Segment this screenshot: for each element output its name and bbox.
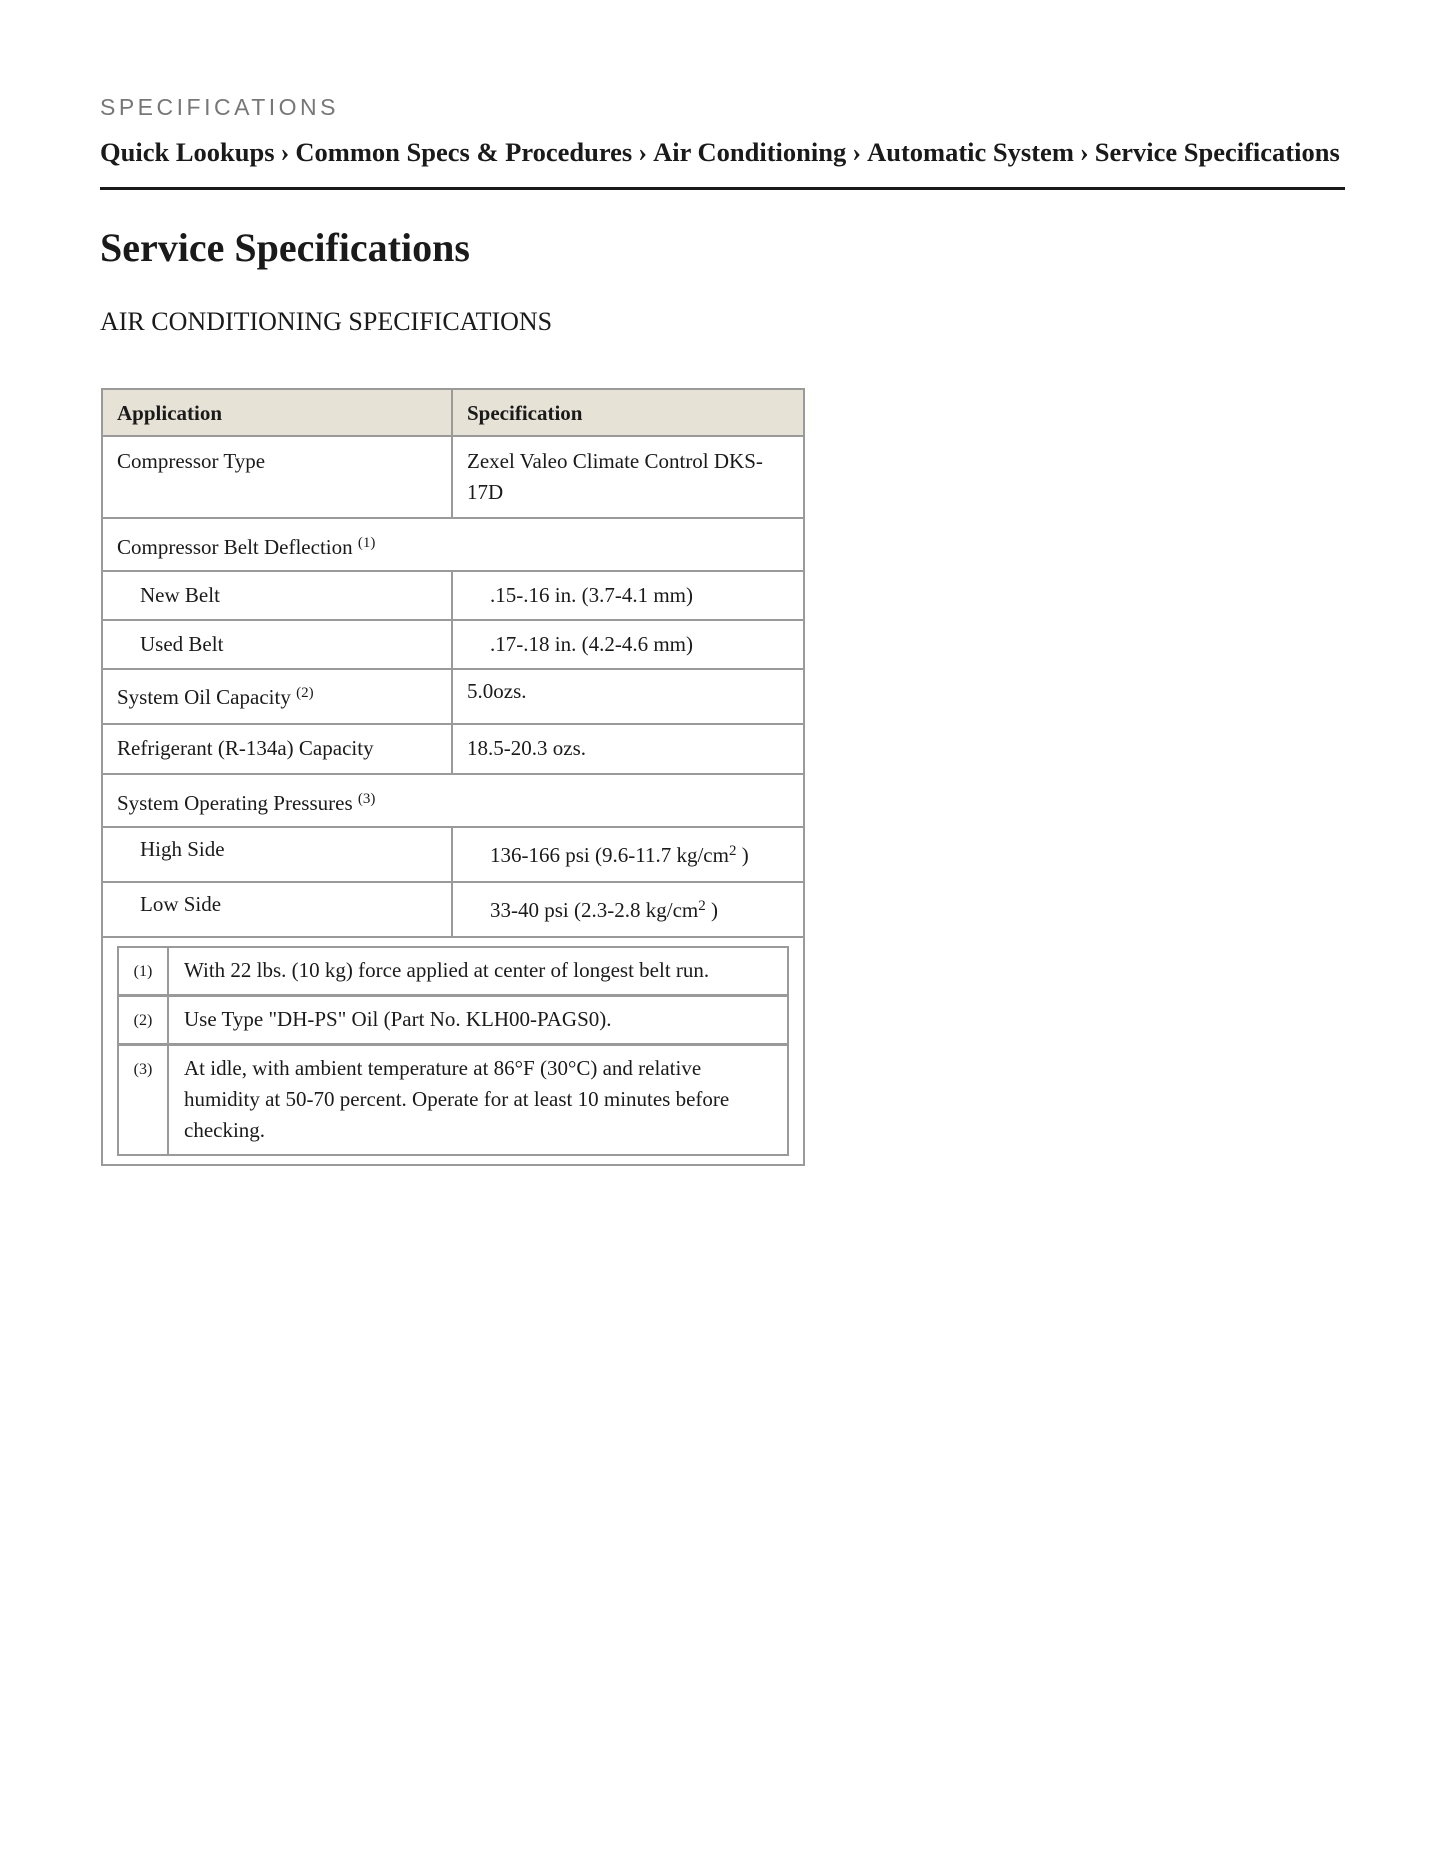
cell-application — [102, 669, 452, 724]
table-row — [102, 669, 804, 724]
spec-exponent: 2 — [698, 898, 706, 914]
cell-specification — [452, 827, 804, 882]
breadcrumb-item-service-specifications[interactable]: Service Specifications — [1094, 137, 1340, 167]
cell-application: Used Belt — [102, 620, 452, 669]
table-row — [102, 827, 804, 882]
cell-application-text: Compressor Belt Deflection — [117, 535, 353, 559]
footnotes-table — [117, 946, 789, 1156]
section-label: SPECIFICATIONS — [100, 94, 339, 120]
cell-group-heading — [102, 518, 804, 571]
breadcrumb-item-quick-lookups[interactable]: Quick Lookups — [100, 137, 275, 167]
cell-specification: .17-.18 in. (4.2-4.6 mm) — [452, 620, 804, 669]
table-row — [102, 724, 804, 774]
cell-application: Low Side — [102, 882, 452, 937]
breadcrumb-item-common-specs[interactable]: Common Specs & Procedures — [295, 137, 633, 167]
cell-specification: .15-.16 in. (3.7-4.1 mm) — [452, 571, 804, 620]
footnote-text: With 22 lbs. (10 kg) force applied at center of longest belt run. — [168, 946, 789, 996]
cell-specification: 5.0ozs. — [452, 669, 804, 724]
footnote-ref[interactable]: (2) — [296, 685, 314, 701]
table-row-group — [102, 774, 804, 827]
spec-exponent: 2 — [728, 843, 737, 859]
spec-value: 33-40 psi (2.3-2.8 kg/cm — [490, 898, 699, 922]
table-row — [102, 882, 804, 937]
cell-specification: 18.5-20.3 ozs. — [452, 724, 804, 774]
footnote-row — [117, 1045, 789, 1156]
spec-value: 136-166 psi (9.6-11.7 kg/cm — [490, 843, 729, 867]
cell-specification — [452, 882, 804, 937]
cell-specification: Zexel Valeo Climate Control DKS-17D — [452, 436, 804, 518]
cell-application: Compressor Type — [102, 436, 452, 518]
spec-suffix: ) — [736, 843, 749, 867]
column-header-application: Application — [102, 389, 452, 436]
footnote-ref[interactable]: (3) — [357, 791, 376, 807]
breadcrumb-separator: › — [280, 137, 290, 167]
cell-application: Refrigerant (R-134a) Capacity — [102, 724, 452, 774]
page-title: Service Specifications — [100, 225, 470, 270]
footnote-text: At idle, with ambient temperature at 86°F (30°C) and relative humidity at 50-70 percent. Operate for at least 10 minutes before checking. — [168, 1045, 789, 1156]
table-row-group — [102, 518, 804, 571]
breadcrumb-separator: › — [852, 137, 862, 167]
cell-application: New Belt — [102, 571, 452, 620]
footnote-row — [117, 996, 789, 1045]
breadcrumb-separator: › — [1079, 137, 1089, 167]
cell-application-text: System Operating Pressures — [117, 791, 353, 815]
header-divider — [100, 187, 1345, 190]
footnote-number: (2) — [117, 996, 168, 1045]
table-row — [102, 620, 804, 669]
cell-application: High Side — [102, 827, 452, 882]
spec-table — [101, 388, 805, 1166]
breadcrumb-item-air-conditioning[interactable]: Air Conditioning — [653, 137, 847, 167]
footnote-row — [117, 946, 789, 996]
breadcrumb-item-automatic-system[interactable]: Automatic System — [867, 137, 1074, 167]
footnote-text: Use Type "DH-PS" Oil (Part No. KLH00-PAGS0). — [168, 996, 789, 1045]
cell-application-text: System Oil Capacity — [117, 685, 291, 709]
notes-cell — [102, 937, 804, 1165]
footnote-number: (3) — [117, 1045, 168, 1156]
spec-suffix: ) — [705, 898, 718, 922]
column-header-specification: Specification — [452, 389, 804, 436]
footnote-ref[interactable]: (1) — [357, 535, 376, 551]
footnote-number: (1) — [117, 946, 168, 996]
table-notes-row — [102, 937, 804, 1165]
table-row — [102, 436, 804, 518]
breadcrumb-separator: › — [638, 137, 648, 167]
breadcrumb — [100, 137, 1345, 168]
cell-group-heading — [102, 774, 804, 827]
table-header-row — [102, 389, 804, 436]
table-row — [102, 571, 804, 620]
section-subtitle: AIR CONDITIONING SPECIFICATIONS — [100, 307, 553, 336]
